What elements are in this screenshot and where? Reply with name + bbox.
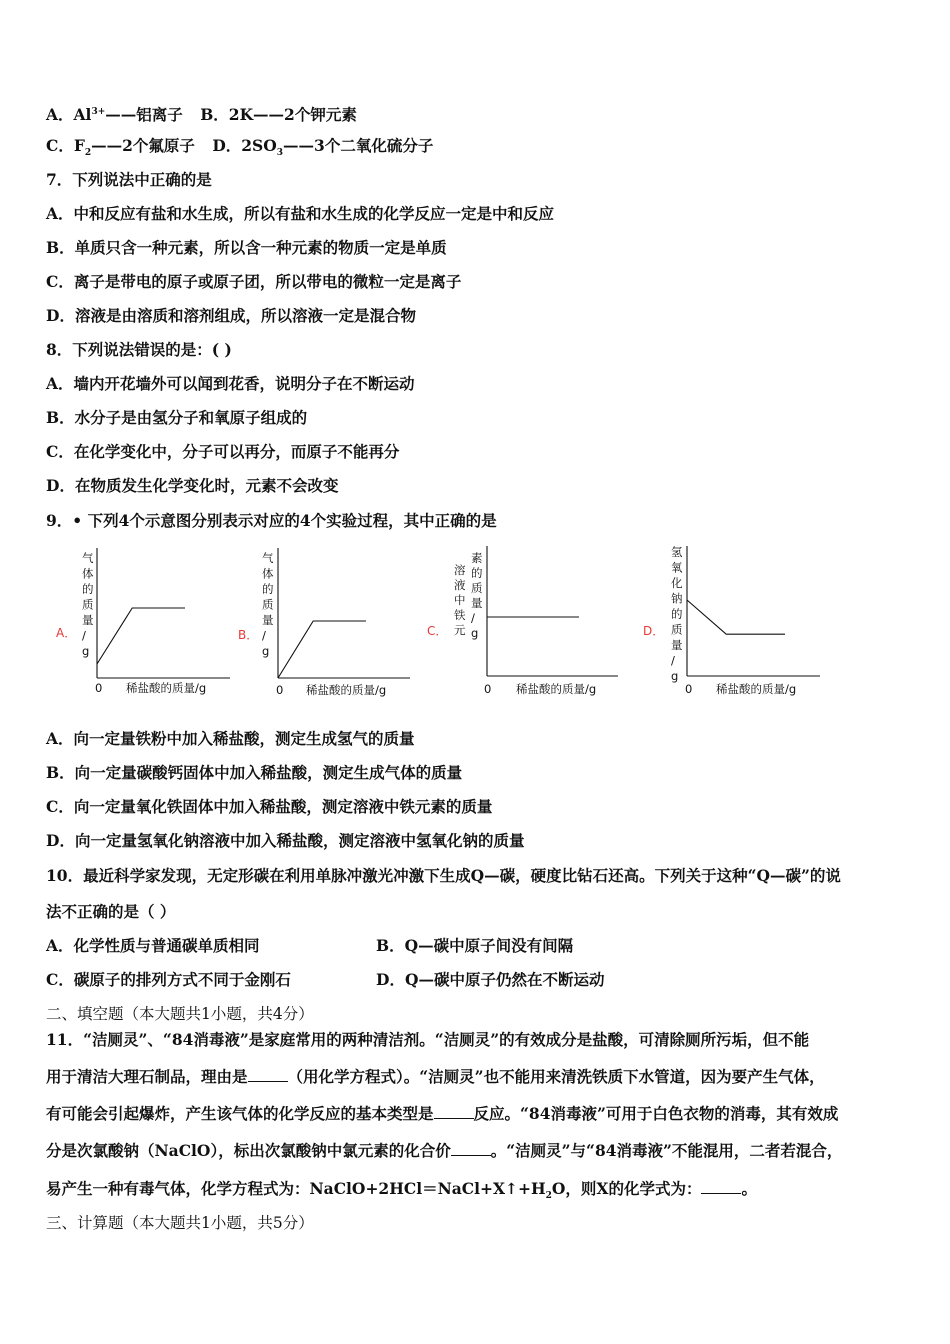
graph-a-xlabel: 稀盐酸的质量/g bbox=[126, 681, 207, 695]
q6-opt-a-charge: 3+ bbox=[91, 107, 106, 117]
answer-blank-1[interactable] bbox=[248, 1067, 288, 1082]
q11-line5-sub: 2 bbox=[545, 1191, 552, 1202]
q11-line2-b: （用化学方程式）。“洁厕灵”也不能用来清洗铁质下水管道，因为要产生气体， bbox=[287, 1067, 825, 1086]
q6-opt-c-desc: ——2个氟原子 bbox=[91, 136, 195, 155]
graph-d-xlabel: 稀盐酸的质量/g bbox=[716, 682, 797, 696]
q7-stem: 7．下列说法中正确的是 bbox=[46, 170, 212, 189]
q10-stem-line2: 法不正确的是（ ） bbox=[46, 902, 176, 921]
graph-b-label: B． bbox=[238, 628, 259, 642]
q8-option-d: D．在物质发生化学变化时，元素不会改变 bbox=[46, 476, 339, 495]
q10-option-row-ab bbox=[46, 936, 260, 956]
q8-option-c: C．在化学变化中，分子可以再分，而原子不能再分 bbox=[46, 442, 400, 461]
q9-option-d: D．向一定量氢氧化钠溶液中加入稀盐酸，测定溶液中氢氧化钠的质量 bbox=[46, 831, 525, 850]
q6-opt-c-sub: 2 bbox=[84, 148, 92, 159]
q10-option-a: A．化学性质与普通碳单质相同 bbox=[46, 936, 260, 955]
graph-a bbox=[56, 548, 230, 695]
q11-line3-a: 有可能会引起爆炸，产生该气体的化学反应的基本类型是 bbox=[46, 1104, 434, 1123]
graph-b-origin: 0 bbox=[276, 683, 284, 697]
q6-opt-d-formula: D．2SO bbox=[212, 136, 277, 155]
graph-a-label: A． bbox=[56, 626, 77, 640]
graph-a-ylabel: 气体的质量/ g bbox=[82, 551, 94, 658]
q7-option-d: D．溶液是由溶质和溶剂组成，所以溶液一定是混合物 bbox=[46, 306, 416, 325]
q11-line2-a: 用于清洁大理石制品，理由是 bbox=[46, 1067, 248, 1086]
q10-option-d: D．Q—碳中原子仍然在不断运动 bbox=[376, 970, 605, 989]
q10-stem-line1: 10．最近科学家发现，无定形碳在利用单脉冲激光冲激下生成Q—碳，硬度比钻石还高。下列关于这种“Q—碳”的说 bbox=[46, 866, 841, 885]
graph-c-xlabel: 稀盐酸的质量/g bbox=[516, 682, 597, 696]
q6-opt-d-sub: 3 bbox=[276, 148, 284, 159]
graph-d bbox=[643, 545, 820, 696]
q6-opt-a-formula: Al bbox=[73, 105, 92, 125]
graph-b bbox=[238, 548, 410, 697]
answer-blank-4[interactable] bbox=[701, 1179, 741, 1194]
q8-option-a: A．墙内开花墙外可以闻到花香，说明分子在不断运动 bbox=[46, 374, 415, 393]
graph-c-ylabel-col2: 素的质量/ g bbox=[471, 551, 483, 640]
q9-graphs bbox=[0, 540, 950, 710]
graph-d-curve bbox=[687, 600, 785, 634]
graph-d-ylabel: 氢氧化钠的质量/ g bbox=[671, 545, 683, 683]
q11-line3-b: 反应。“84消毒液”可用于白色衣物的消毒，其有效成 bbox=[473, 1104, 839, 1123]
q7-option-a: A．中和反应有盐和水生成，所以有盐和水生成的化学反应一定是中和反应 bbox=[46, 204, 555, 223]
q11-line5-c: 。 bbox=[741, 1179, 757, 1198]
q11-line2 bbox=[46, 1067, 825, 1087]
graph-a-curve bbox=[97, 608, 185, 664]
answer-blank-3[interactable] bbox=[451, 1141, 491, 1156]
q11-line5 bbox=[46, 1179, 757, 1206]
q11-line4-a: 分是次氯酸钠（NaClO），标出次氯酸钠中氯元素的化合价 bbox=[46, 1141, 451, 1160]
q11-line4 bbox=[46, 1141, 842, 1161]
q8-option-b: B．水分子是由氢分子和氧原子组成的 bbox=[46, 408, 308, 427]
q10-option-c: C．碳原子的排列方式不同于金刚石 bbox=[46, 970, 291, 989]
graph-a-origin: 0 bbox=[95, 681, 103, 695]
graph-b-xlabel: 稀盐酸的质量/g bbox=[306, 683, 387, 697]
section-calculation-title: 三、计算题（本大题共1小题，共5分） bbox=[46, 1214, 314, 1232]
q11-line3 bbox=[46, 1104, 838, 1124]
q11-line1: 11．“洁厕灵”、“84消毒液”是家庭常用的两种清洁剂。“洁厕灵”的有效成分是盐酸，可清除厕所污垢，但不能 bbox=[46, 1030, 810, 1049]
graph-c-label: C． bbox=[427, 624, 448, 638]
q6-opt-b: B．2K——2个钾元素 bbox=[200, 105, 357, 125]
q9-option-c: C．向一定量氧化铁固体中加入稀盐酸，测定溶液中铁元素的质量 bbox=[46, 797, 493, 816]
q7-option-b: B．单质只含一种元素，所以含一种元素的物质一定是单质 bbox=[46, 238, 447, 257]
graph-c-origin: 0 bbox=[484, 682, 492, 696]
answer-blank-2[interactable] bbox=[434, 1104, 474, 1119]
graph-d-label: D． bbox=[643, 624, 665, 638]
q6-opt-c-formula: F bbox=[73, 136, 85, 155]
graph-c bbox=[427, 546, 618, 696]
q11-line5-b: O，则X的化学式为： bbox=[551, 1179, 702, 1198]
q6-option-row-cd: C．$F_2——2$个氟原子 D．$2SO_3——3$个二氧化硫分子 bbox=[46, 136, 434, 159]
graph-b-curve bbox=[278, 621, 366, 678]
q6-opt-d-desc: ——3个二氧化硫分子 bbox=[283, 136, 434, 155]
q9-option-a: A．向一定量铁粉中加入稀盐酸，测定生成氢气的质量 bbox=[46, 729, 415, 748]
q9-option-b: B．向一定量碳酸钙固体中加入稀盐酸，测定生成气体的质量 bbox=[46, 763, 463, 782]
q11-line5-a: 易产生一种有毒气体，化学方程式为：NaClO+2HCl＝NaCl+X↑+H bbox=[46, 1179, 546, 1198]
section-fill-in-title: 二、填空题（本大题共1小题，共4分） bbox=[46, 1005, 314, 1023]
q6-option-row-ab: A．$Al^{3+}——$铝离子 B．2K——2个钾元素 bbox=[46, 105, 357, 125]
q7-option-c: C．离子是带电的原子或原子团，所以带电的微粒一定是离子 bbox=[46, 272, 462, 291]
q8-stem: 8．下列说法错误的是：( ) bbox=[46, 340, 232, 359]
q10-option-b: B．Q—碳中原子间没有间隔 bbox=[376, 936, 574, 955]
graph-d-origin: 0 bbox=[685, 682, 693, 696]
q11-line4-b: 。“洁厕灵”与“84消毒液”不能混用，二者若混合， bbox=[490, 1141, 843, 1160]
graph-b-ylabel: 气体的质量/ g bbox=[262, 551, 274, 658]
graph-c-ylabel-col1: 溶液中铁元 bbox=[454, 563, 466, 637]
q6-opt-a-desc: ——铝离子 bbox=[105, 105, 183, 125]
q9-stem: 9．• 下列4个示意图分别表示对应的4个实验过程，其中正确的是 bbox=[46, 511, 497, 530]
